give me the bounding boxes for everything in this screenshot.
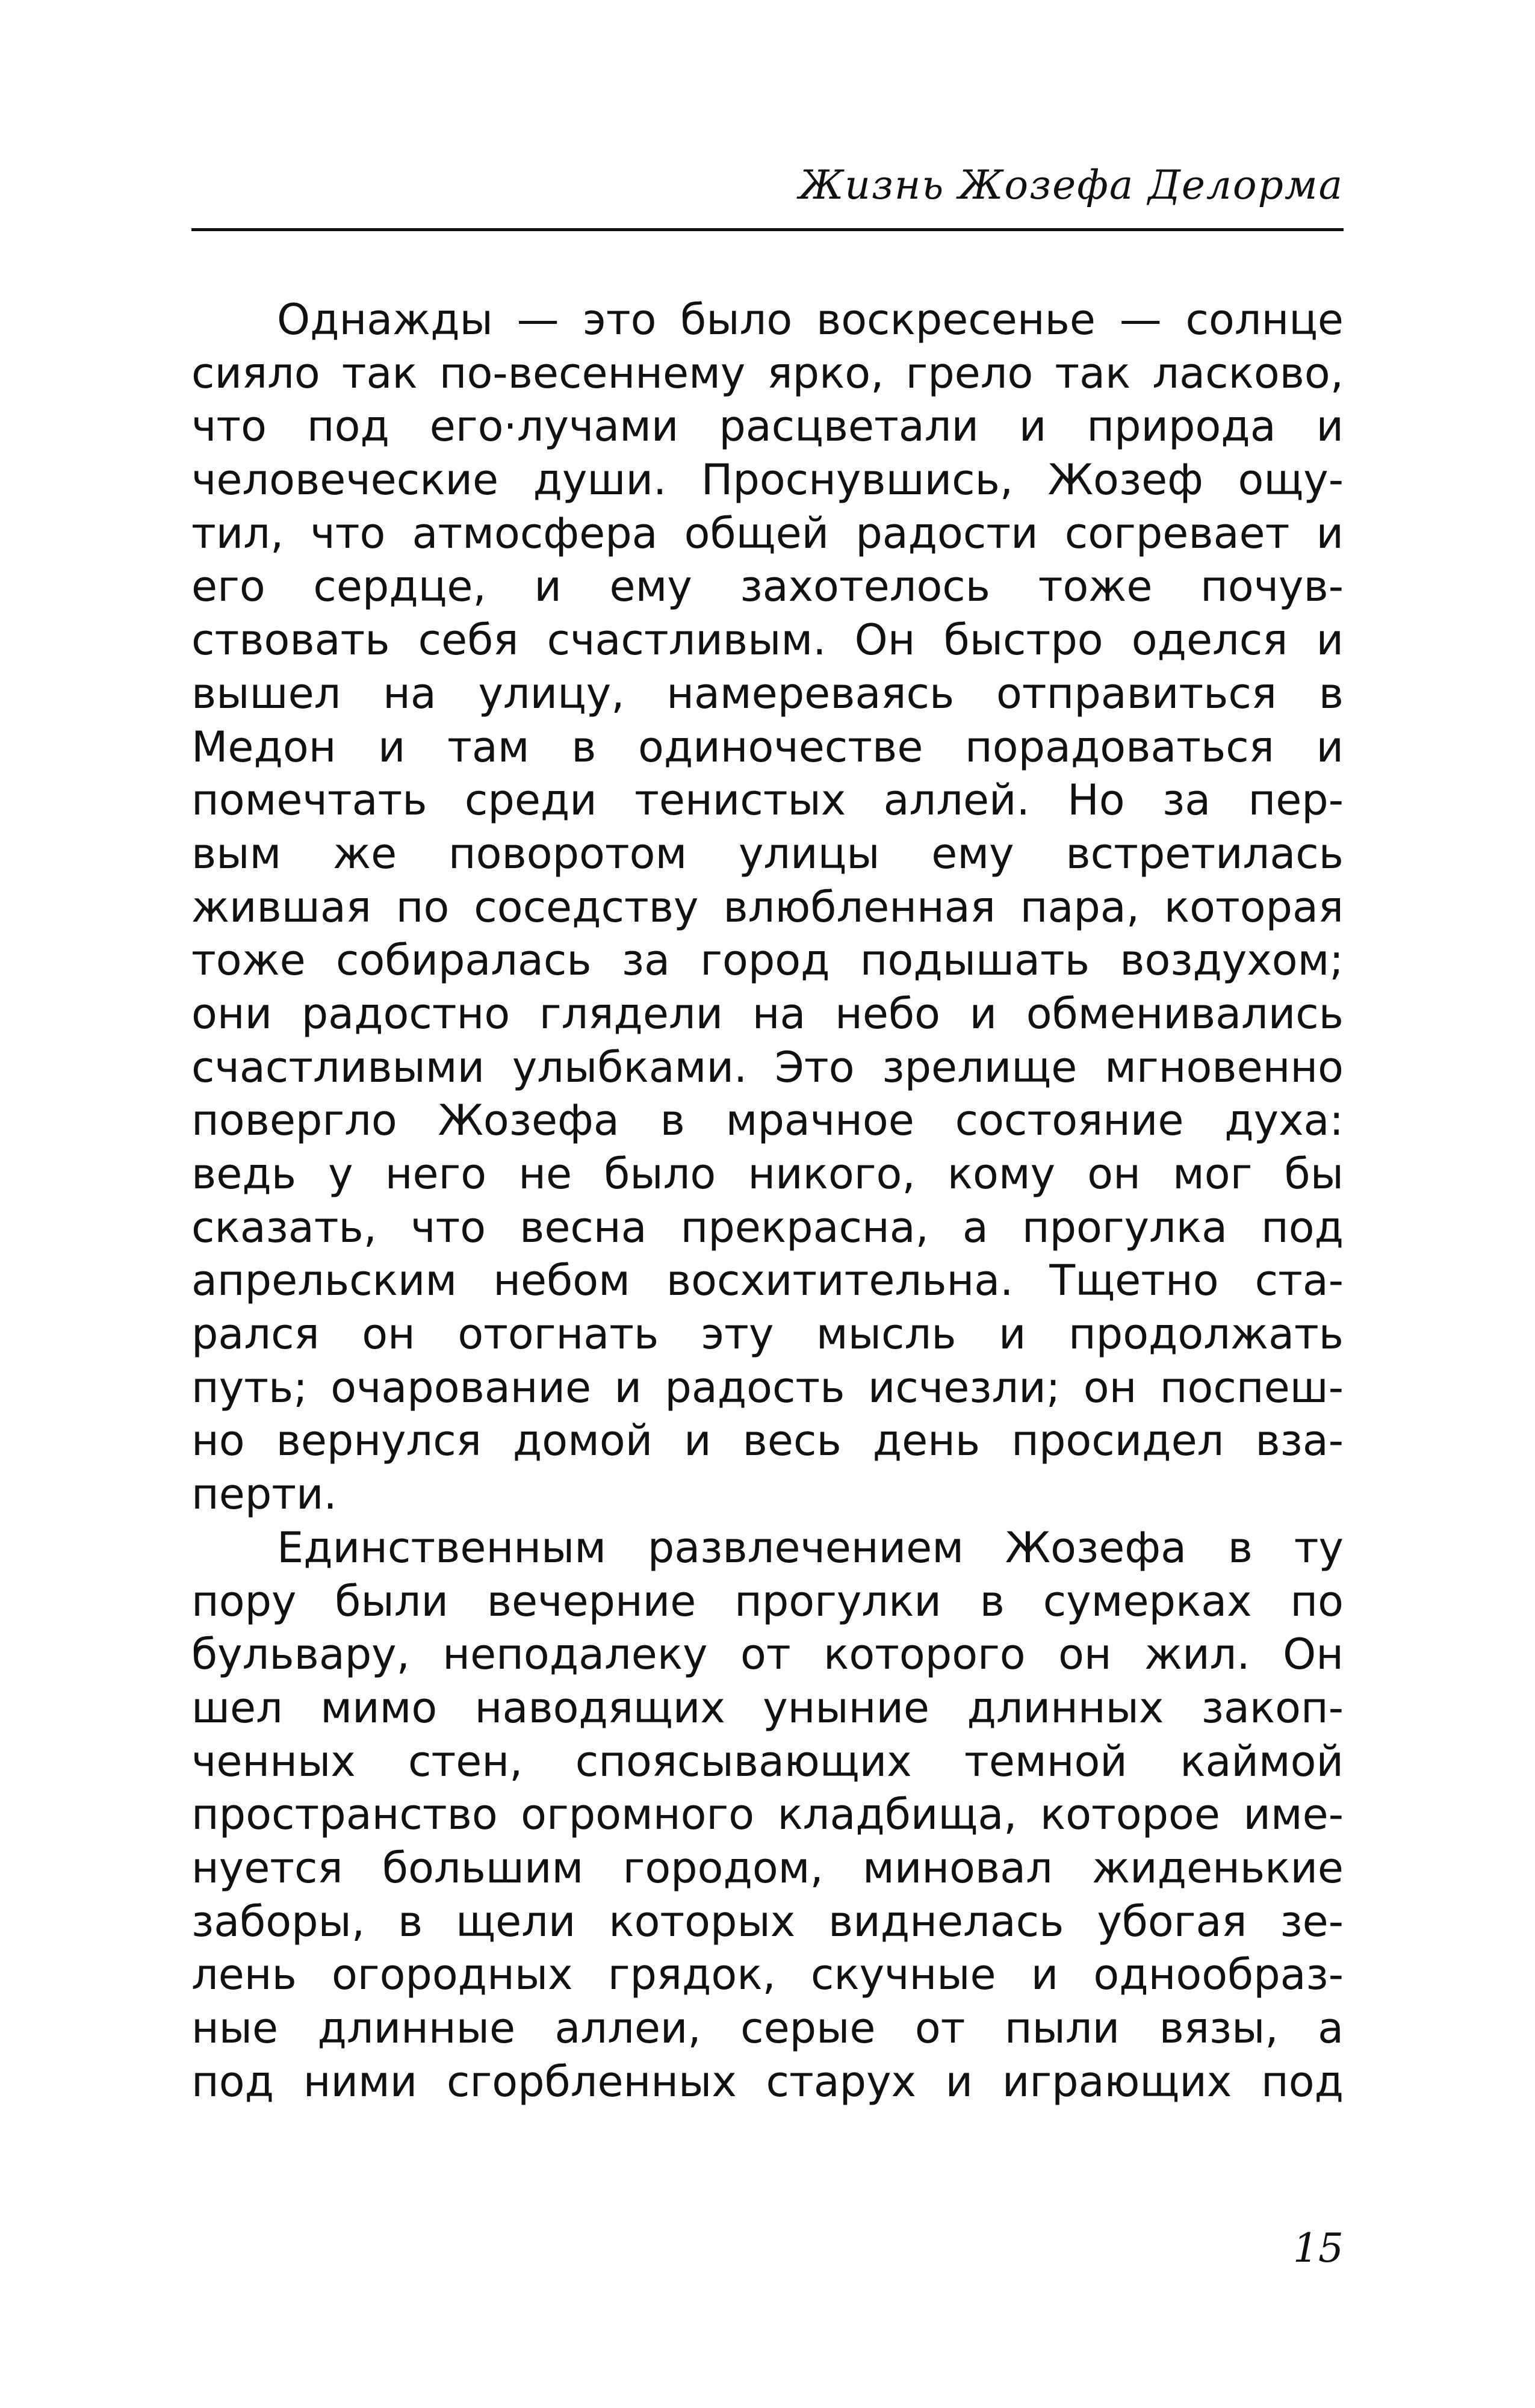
text-line: они радостно глядели на небо и обменивались [191, 988, 1344, 1038]
text-line: лень огородных грядок, скучные и однообраз- [191, 1950, 1344, 2000]
text-line: ведь у него не было никого, кому он мог бы [191, 1149, 1344, 1199]
paragraph-2 [191, 1521, 1344, 2109]
text-line: вышел на улицу, намереваясь отправиться в [191, 668, 1344, 718]
running-title: Жизнь Жозефа Делорма [799, 162, 1344, 208]
text-line: ствовать себя счастливым. Он быстро оделся и [191, 615, 1344, 665]
text-line: шел мимо наводящих уныние длинных закоп- [191, 1683, 1344, 1733]
text-line: Единственным развлечением Жозефа в ту [277, 1522, 1344, 1572]
text-line: перти. [191, 1469, 337, 1519]
page-number: 15 [1293, 2225, 1344, 2271]
text-line: сияло так по-весеннему ярко, грело так ласково, [191, 348, 1344, 398]
text-line: заборы, в щели которых виднелась убогая зе- [191, 1896, 1344, 1946]
text-line: тил, что атмосфера общей радости согревает и [191, 508, 1344, 558]
text-line: Медон и там в одиночестве порадоваться и [191, 722, 1344, 772]
text-line: нуется большим городом, миновал жиденькие [191, 1843, 1344, 1893]
text-line: под ними сгорбленных старух и играющих под [191, 2056, 1344, 2106]
text-line: помечтать среди тенистых аллей. Но за пер- [191, 775, 1344, 825]
text-line: тоже собиралась за город подышать воздухом; [191, 936, 1344, 985]
text-line: путь; очарование и радость исчезли; он поспеш- [191, 1362, 1344, 1412]
text-line: апрельским небом восхитительна. Тщетно ста- [191, 1256, 1344, 1306]
text-line: счастливыми улыбками. Это зрелище мгновенно [191, 1042, 1344, 1092]
text-line: пору были вечерние прогулки в сумерках по [191, 1576, 1344, 1626]
text-line: Однажды — это было воскресенье — солнце [277, 295, 1344, 344]
text-line: вым же поворотом улицы ему встретилась [191, 828, 1344, 878]
text-line: рался он отогнать эту мысль и продолжать [191, 1309, 1344, 1359]
text-line: но вернулся домой и весь день просидел вза- [191, 1416, 1344, 1466]
body-text [191, 293, 1344, 2108]
text-line: ченных стен, споясывающих темной каймой [191, 1736, 1344, 1786]
header-rule [191, 228, 1344, 231]
text-line: сказать, что весна прекрасна, а прогулка под [191, 1202, 1344, 1252]
text-line: повергло Жозефа в мрачное состояние духа: [191, 1096, 1344, 1146]
text-line: бульвару, неподалеку от которого он жил. Он [191, 1630, 1344, 1680]
text-line: что под его·лучами расцветали и природа и [191, 402, 1344, 452]
text-line: ные длинные аллеи, серые от пыли вязы, а [191, 2003, 1344, 2053]
text-line: его сердце, и ему захотелось тоже почув- [191, 562, 1344, 612]
text-line: жившая по соседству влюбленная пара, которая [191, 882, 1344, 932]
paragraph-1 [191, 293, 1344, 1521]
text-line: человеческие души. Проснувшись, Жозеф ощу- [191, 455, 1344, 505]
text-line: пространство огромного кладбища, которое име- [191, 1790, 1344, 1840]
